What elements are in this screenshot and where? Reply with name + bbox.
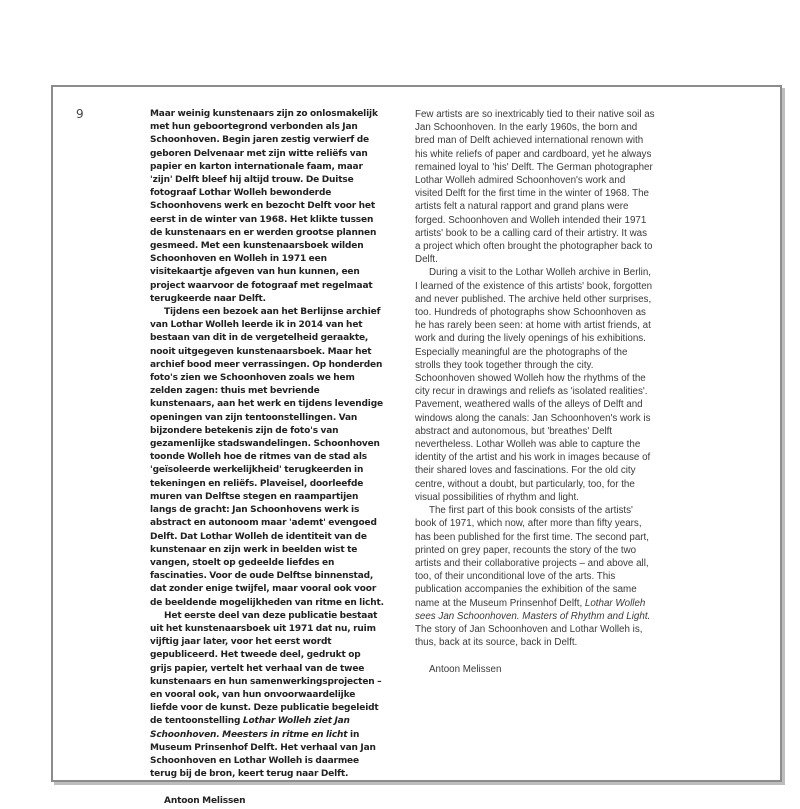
english-paragraph-1: Few artists are so inextricably tied to their native soil as Jan Schoonhoven. In the early 1960s, the born and bred man of Delft achieved international renown with his white reliefs of paper and cardboard, yet he always remained loyal to 'his' Delft. The German photographer Lothar Wolleh admired Schoonhoven's work and visited Delft for the first time in the winter of 1968. The artists felt a natural rapport and grand plans were forged. Schoonhoven and Wolleh intended their 1971 artists' book to be a calling card of their artistry. It was a project which often brought the photographer back to Delft. <box>415 109 655 266</box>
english-paragraph-3-start: The first part of this book consists of the artists' book of 1971, which now, after more than fifty years, has been published for the first time. The second part, printed on grey paper, recounts the story of the two artists and their collaborative projects – and above all, too, of their unconditional love of the arts. This publication accompanies the exhibition of the same name at the Museum Prinsenhof Delft, <box>415 505 649 609</box>
dutch-paragraph-2: Tijdens een bezoek aan het Berlijnse archief van Lothar Wolleh leerde ik in 2014 van het bestaan van dit in de vergetelheid geraakte, nooit uitgegeven kunstenaarsboek. Maar het archief bood meer verrassingen. Op honderden foto's zien we Schoonhoven zoals we hem zelden zagen: thuis met bevriende kunstenaars, aan het werk en tijdens levendige openingen van zijn tentoonstellingen. Van bijzondere betekenis zijn de foto's van gezamenlijke stadswandelingen. Schoonhoven toonde Wolleh hoe de ritmes van de stad als 'geïsoleerde werkelijkheid' terugkeerden in tekeningen en reliëfs. Plaveisel, doorleefde muren van Delftse stegen en raampartijen langs de gracht: Jan Schoonhovens werk is abstract en autonoom maar 'ademt' evengoed Delft. Dat Lothar Wolleh de identiteit van de kunstenaar en zijn werk in beelden wist te vangen, stoelt op gedeelde liefdes en fascinaties. Voor de oude Delftse binnenstad, dat zonder enige twijfel, maar vooral ook voor de beeldende mogelijkheden van ritme en licht. <box>150 307 384 608</box>
dutch-paragraph-3 <box>150 610 384 782</box>
english-paragraph-3-end: The story of Jan Schoonhoven and Lothar Wolleh is, thus, back at its source, back in Delft. <box>415 623 643 649</box>
dutch-text-column <box>150 108 384 809</box>
english-paragraph-3 <box>415 504 655 649</box>
page-number: 9 <box>76 107 84 121</box>
dutch-signature: Antoon Melissen <box>164 796 246 807</box>
dutch-exhibition-title: Lothar Wolleh ziet Jan Schoonhoven. Meesters in ritme en licht <box>150 716 350 740</box>
english-signature: Antoon Melissen <box>429 664 502 676</box>
dutch-paragraph-3-start: Het eerste deel van deze publicatie bestaat uit het kunstenaarsboek uit 1971 dat nu, ruim vijftig jaar later, voor het eerst wordt gepubliceerd. Het tweede deel, gedrukt op grijs papier, vertelt het verhaal van de twee kunstenaars en hun samenwerkingsprojecten – en vooral ook, van hun onvoorwaardelijke liefde voor de kunst. Deze publicatie begeleidt de tentoonstelling <box>150 610 382 727</box>
english-exhibition-title: Lothar Wolleh sees Jan Schoonhoven. Masters of Rhythm and Light. <box>415 597 651 622</box>
english-text-column <box>415 108 655 677</box>
dutch-paragraph-1: Maar weinig kunstenaars zijn zo onlosmakelijk met hun geboortegrond verbonden als Jan Schoonhoven. Begin jaren zestig verwierf de geboren Delvenaar met zijn witte reliëfs van papier en karton internationale faam, maar 'zijn' Delft bleef hij altijd trouw. De Duitse fotograaf Lothar Wolleh bewonderde Schoonhovens werk en bezocht Delft voor het eerst in de winter van 1968. Het klikte tussen de kunstenaars en er werden grootse plannen gesmeed. Met een kunstenaarsboek wilden Schoonhoven en Wolleh in 1971 een visitekaartje afgeven van hun kunnen, een project waarvoor de fotograaf met regelmaat terugkeerde naar Delft. <box>150 109 378 304</box>
book-spread <box>51 85 782 807</box>
english-paragraph-2: During a visit to the Lothar Wolleh archive in Berlin, I learned of the existence of this artists' book, forgotten and never published. The archive held other surprises, too. Hundreds of photographs show Schoonhoven as he has rarely been seen: at home with artist friends, at work and during the lively openings of his exhibitions. Especially meaningful are the photographs of the strolls they took together through the city. Schoonhoven showed Wolleh how the rhythms of the city recur in drawings and reliefs as 'isolated realities'. Pavement, weathered walls of the alleys of Delft and windows along the canals: Jan Schoonhoven's work is abstract and autonomous, but 'breathes' Delft nevertheless. Lothar Wolleh was able to capture the identity of the artist and his work in images because of their shared loves and fascinations. For the old city centre, without a doubt, but particularly, too, for the visual possibilities of rhythm and light. <box>415 267 653 503</box>
dutch-paragraph-3-end: in Museum Prinsenhof Delft. Het verhaal van Jan Schoonhoven en Lothar Wolleh is daarmee terug bij de bron, keert terug naar Delft. <box>150 729 376 780</box>
